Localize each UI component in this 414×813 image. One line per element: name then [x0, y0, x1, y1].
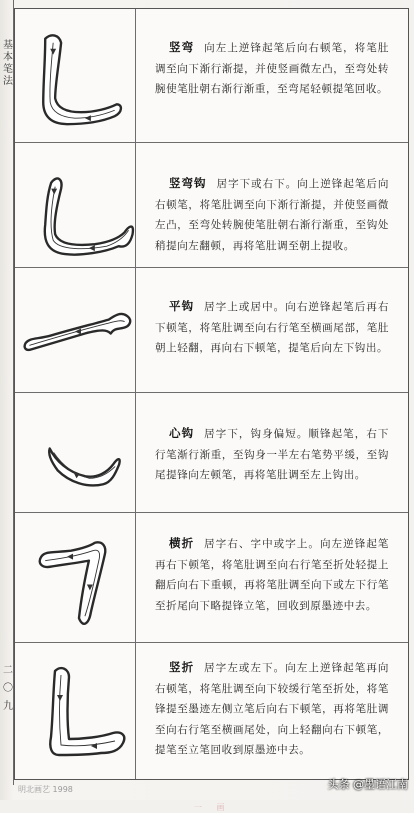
- stroke-figure-hengzhe: [15, 513, 136, 642]
- entry-text-shuwangou: [155, 173, 389, 256]
- hengzhe-stroke-drawing: [15, 513, 136, 642]
- entry-text-pinggou: [155, 296, 389, 359]
- side-title-char: 本: [3, 52, 13, 63]
- stroke-description: 向左上逆锋起笔后向右顿笔，将笔肚调至向下渐行渐提，并使竖画微左凸，至弯处转腕使笔肚朝右渐行渐重，至弯尾轻顿提笔回收。: [155, 42, 389, 95]
- stroke-figure-pinggou: [15, 268, 136, 392]
- entry-text-shuzhe: [155, 657, 389, 761]
- page-number-char: 〇: [3, 683, 13, 694]
- xingou-stroke-drawing: [15, 393, 136, 512]
- entry-text-shuwan: [155, 37, 389, 100]
- stroke-name: 横折: [169, 536, 195, 550]
- page-number-char: 九: [3, 701, 13, 712]
- stroke-description: 居字下，钩身偏短。顺锋起笔，右下行笔渐行渐重，至钩身一半左右笔势平缓，至钩尾提锋向左顿笔，再将笔肚调至左上钩出。: [155, 428, 389, 481]
- side-title-char: 法: [3, 76, 13, 87]
- stroke-name: 竖弯: [169, 40, 195, 54]
- shuzhe-stroke-drawing: [15, 643, 136, 779]
- stroke-figure-xingou: [15, 393, 136, 512]
- shuwan-stroke-drawing: [15, 9, 136, 142]
- entry-row-hengzhe: [15, 513, 408, 643]
- pinggou-stroke-drawing: [15, 268, 136, 392]
- stroke-name: 竖弯钩: [169, 176, 207, 190]
- site-watermark: 明北画艺 1998: [18, 785, 73, 794]
- side-title-char: 基: [3, 40, 13, 51]
- side-title-char: 笔: [3, 64, 13, 75]
- entry-row-pinggou: [15, 268, 408, 393]
- stroke-description: 居字右、字中或字上。向左逆锋起笔再右下顿笔，将笔肚调至向右行笔至折处轻提上翻后向右下重顿，再将笔肚调至向下或左下行笔至折尾向下略提锋立笔，回收到原墨迹中去。: [155, 538, 389, 612]
- stroke-description: 居字上或居中。向右逆锋起笔后再右下顿笔，将笔肚调至向右行笔至横画尾部，笔肚朝上轻翻，再向右下顿笔，提笔后向左下钩出。: [155, 301, 389, 354]
- stroke-name: 竖折: [169, 660, 195, 674]
- shuwangou-stroke-drawing: [15, 143, 136, 267]
- stroke-figure-shuzhe: [15, 643, 136, 779]
- entry-row-shuzhe: [15, 643, 408, 779]
- author-watermark: 头条 @墨语江南: [327, 778, 408, 791]
- entry-text-hengzhe: [155, 533, 389, 616]
- page-number-char: 二: [3, 665, 13, 676]
- stroke-description: 居字下或右下。向上逆锋起笔后向右顿笔，将笔肚调至向下渐行渐提，并使竖画微左凸，至弯处转腕使笔肚朝右渐行渐重，至钩处稍提向左翻顿，再将笔肚调至朝上提收。: [155, 178, 389, 252]
- entry-row-shuwan: [15, 9, 408, 143]
- stroke-description: 居字左或左下。向左上逆锋起笔再向右顿笔，将笔肚调至向下较缓行笔至折处，将笔锋提至墨迹左侧立笔后向右下顿笔，再将笔肚调至向右行笔至横画尾处，向上轻翻向右下顿笔，提笔至立笔回收到原墨迹中去。: [155, 662, 389, 756]
- stroke-figure-shuwangou: [15, 143, 136, 267]
- faint-stamp-text: 一 画: [194, 803, 231, 812]
- stroke-figure-shuwan: [15, 9, 136, 142]
- stroke-name: 心钩: [169, 426, 195, 440]
- stroke-name: 平钩: [169, 299, 195, 313]
- entry-row-shuwangou: [15, 143, 408, 268]
- entry-text-xingou: [155, 423, 389, 486]
